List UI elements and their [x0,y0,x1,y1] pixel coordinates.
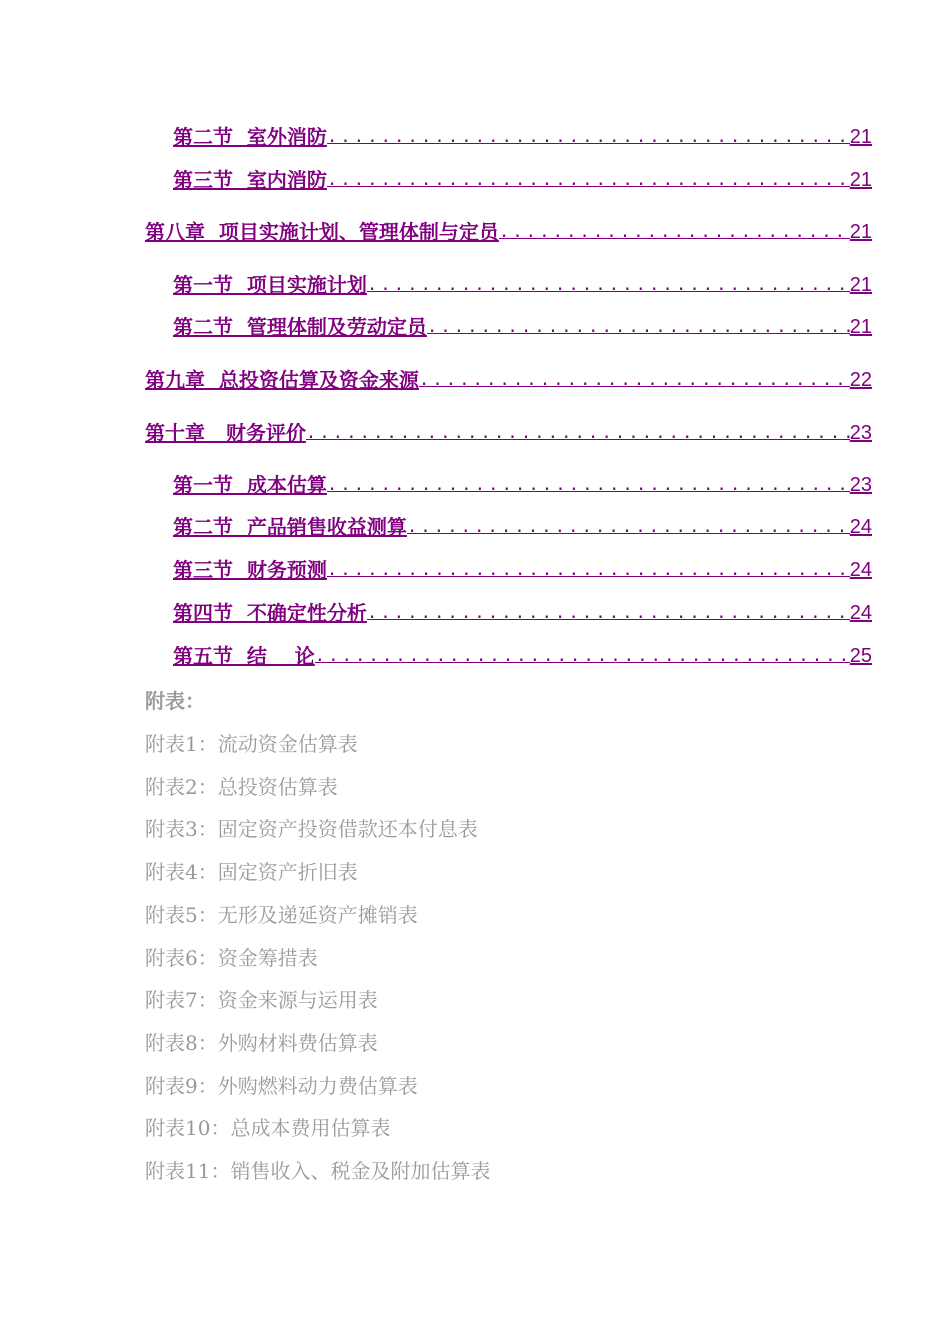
toc-page-number: 21 [849,169,872,191]
appendix-item: 附表2：总投资估算表 [145,775,338,799]
toc-entry-title: 第三节 室内消防 [173,168,327,192]
toc-entry-title: 第一节 成本估算 [173,473,327,497]
appendix-heading: 附表： [145,689,205,713]
toc-entry-title: 第五节 结 论 [173,644,315,668]
appendix-item: 附表1：流动资金估算表 [145,732,358,756]
toc-entry-title: 第三节 财务预测 [173,558,327,582]
toc-page-number: 25 [849,645,872,667]
appendix-item: 附表7：资金来源与运用表 [145,988,378,1012]
toc-entry-cost-estimate[interactable] [173,472,872,498]
toc-dot-leader [367,272,850,298]
toc-page-number: 24 [849,559,872,581]
toc-entry-title: 第二节 管理体制及劳动定员 [173,315,427,339]
toc-entry-title: 第二节 产品销售收益测算 [173,515,407,539]
toc-entry-title: 第四节 不确定性分析 [173,601,367,625]
toc-dot-leader [367,600,850,626]
toc-entry-conclusion[interactable] [173,643,872,669]
toc-entry-title: 第十章 财务评价 [145,421,306,445]
toc-entry-title: 第九章 总投资估算及资金来源 [145,368,419,392]
appendix-item: 附表10：总成本费用估算表 [145,1116,391,1140]
toc-entry-sales-revenue[interactable] [173,514,872,540]
toc-entry-title: 第八章 项目实施计划、管理体制与定员 [145,220,499,244]
toc-entry-implementation-plan[interactable] [173,272,872,298]
toc-page-number: 21 [849,316,872,338]
toc-entry-management-staffing[interactable] [173,314,872,340]
toc-entry-fire-indoor[interactable] [173,167,872,193]
toc-page-number: 23 [849,422,872,444]
toc-page-number: 22 [849,369,872,391]
toc-dot-leader [499,219,850,245]
appendix-item: 附表9：外购燃料动力费估算表 [145,1074,418,1098]
toc-entry-chapter-9[interactable] [145,367,872,393]
toc-page-number: 24 [849,602,872,624]
toc-page-number: 23 [849,474,872,496]
toc-dot-leader [306,420,850,446]
toc-page-number: 21 [849,221,872,243]
appendix-item: 附表8：外购材料费估算表 [145,1031,378,1055]
appendix-item: 附表11：销售收入、税金及附加估算表 [145,1159,491,1183]
toc-dot-leader [327,124,850,150]
toc-dot-leader [327,472,850,498]
toc-entry-financial-forecast[interactable] [173,557,872,583]
toc-entry-uncertainty-analysis[interactable] [173,600,872,626]
toc-dot-leader [327,167,850,193]
toc-dot-leader [327,557,850,583]
toc-entry-chapter-8[interactable] [145,219,872,245]
appendix-item: 附表4：固定资产折旧表 [145,860,358,884]
appendix-item: 附表6：资金筹措表 [145,946,318,970]
toc-entry-title: 第一节 项目实施计划 [173,273,367,297]
toc-dot-leader [427,314,850,340]
appendix-item: 附表5：无形及递延资产摊销表 [145,903,418,927]
toc-entry-title: 第二节 室外消防 [173,125,327,149]
toc-dot-leader [315,643,850,669]
toc-entry-chapter-10[interactable] [145,420,872,446]
appendix-item: 附表3：固定资产投资借款还本付息表 [145,817,478,841]
toc-page-number: 21 [849,274,872,296]
toc-entry-fire-outdoor[interactable] [173,124,872,150]
toc-page-number: 21 [849,126,872,148]
toc-page-number: 24 [849,516,872,538]
toc-dot-leader [407,514,850,540]
toc-dot-leader [419,367,850,393]
